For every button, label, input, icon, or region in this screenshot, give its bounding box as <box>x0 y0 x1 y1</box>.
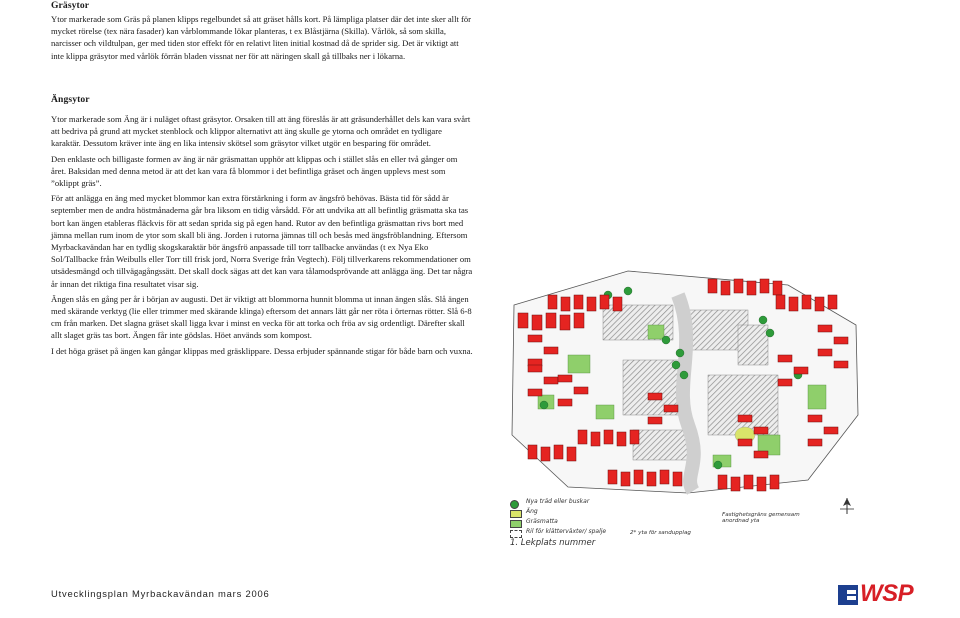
building <box>528 335 542 342</box>
building <box>778 355 792 362</box>
lawn-area <box>648 325 664 339</box>
building <box>778 379 792 386</box>
building <box>738 415 752 422</box>
tree <box>662 336 670 344</box>
building <box>808 415 822 422</box>
paragraph: Ängen slås en gång per år i början av augusti. Det är viktigt att blommorna hunnit blomma ut innan ängen slås. Slå ängen med skärande verktyg (lie eller trimmer med skärande klinga) eftersom det annars lätt går ner röta i örternas rötter. Slå 6-8 cm från marken. Det slagna gräset skall ligga kvar i minst en vecka för att torka och fröa av sig ordentligt. Därefter skall allt slaget gräs tas bort. Ängen får inte gödslas. Höet används som kompost. <box>51 293 472 341</box>
building <box>528 365 542 372</box>
building <box>591 432 600 446</box>
tree <box>676 349 684 357</box>
note-sand-storage: 2* yta för sandupplag <box>630 530 691 536</box>
paragraph: Ytor markerade som Gräs på planen klipps regelbundet så att gräset hålls kort. På lämpliga platser där det inte sker allt för mycket rörelse (tex nära fasader) kan vårblommande lökar planteras, t ex Blåstjärna (Skilla). Vårlök, så som skilla, narcisser och vildtulpan, ger med tiden stor effekt för en relativt liten initial kostnad då de sprider sig. Det är viktigt att inte klippa gräsytor med vårlök förrän bladen vissnat ner för att näringen skall gå tillbaks ner i lökarna. <box>51 14 472 61</box>
north-arrow-icon <box>836 496 858 516</box>
building <box>648 417 662 424</box>
building <box>528 445 537 459</box>
building <box>789 297 798 311</box>
paved-area <box>708 375 778 435</box>
building <box>648 393 662 400</box>
building <box>554 445 563 459</box>
building <box>574 295 583 309</box>
trellis-swatch <box>510 530 522 538</box>
building <box>760 279 769 293</box>
building <box>567 447 576 461</box>
building <box>544 377 558 384</box>
building <box>558 399 572 406</box>
building <box>604 430 613 444</box>
building <box>834 337 848 344</box>
building <box>544 347 558 354</box>
building <box>587 297 596 311</box>
building <box>608 470 617 484</box>
building <box>574 387 588 394</box>
building <box>708 279 717 293</box>
building <box>532 315 542 330</box>
tree <box>759 316 767 324</box>
building <box>718 475 727 489</box>
building <box>828 295 837 309</box>
paragraph: Den enklaste och billigaste formen av äng är när gräsmattan upphör att klippas och i stället slås en eller två gånger om året. Baksidan med denna metod är att det kan vara få blommor i det befintliga gräset och ängen upplevs mest som ”oklippt gräs”. <box>51 153 458 189</box>
building <box>634 470 643 484</box>
building <box>824 427 838 434</box>
building <box>834 361 848 368</box>
building <box>738 439 752 446</box>
building <box>754 427 768 434</box>
building <box>818 349 832 356</box>
building <box>757 477 766 491</box>
wsp-logo-icon <box>838 585 858 605</box>
lawn-area <box>596 405 614 419</box>
tree <box>624 287 632 295</box>
building <box>721 281 730 295</box>
building <box>731 477 740 491</box>
building <box>578 430 587 444</box>
building <box>558 375 572 382</box>
building <box>815 297 824 311</box>
building <box>818 325 832 332</box>
paved-area <box>738 325 768 365</box>
lawn-swatch <box>510 520 522 528</box>
tree <box>672 361 680 369</box>
tree <box>680 371 688 379</box>
building <box>548 295 557 309</box>
building <box>802 295 811 309</box>
lawn-area <box>568 355 590 373</box>
building <box>794 367 808 374</box>
building <box>630 430 639 444</box>
building <box>613 297 622 311</box>
building <box>621 472 630 486</box>
building <box>664 405 678 412</box>
building <box>647 472 656 486</box>
wsp-logo <box>838 580 914 607</box>
building <box>600 295 609 309</box>
building <box>518 313 528 328</box>
map-legend: Nya träd eller buskar Äng Gräsmatta Ril för klätterväxter/ spalje 1. Lekplats nummer <box>510 498 607 548</box>
building <box>808 439 822 446</box>
note-property-boundary: Fastighetsgräns gemensam anordnad yta <box>722 512 800 524</box>
footer-title: Utvecklingsplan Myrbackavändan mars 2006 <box>51 588 270 599</box>
building <box>528 389 542 396</box>
tree <box>714 461 722 469</box>
section-grasytor <box>51 0 473 64</box>
section-heading: Ängsytor <box>51 94 90 105</box>
building <box>660 470 669 484</box>
paragraph: För att anlägga en äng med mycket blommor kan extra förstärkning i form av ängsfrö behövas. Bästa tid för sådd är september men de andra höstmånaderna går bra liksom en tidig vårsådd. För att undvika att all befintlig gräsmatta ska tas bort kan ängen etableras fläckvis för att sedan sprida sig på egen hand. Rutor av den befintliga gräsmattan rivs bort med jämna mellan rum inom de ytor som skall bli äng. Jorden i rutorna jämnas till och besås med ängsfröblandning. Eftersom Myrbackavändan har en tydlig skogskaraktär bör ängsfrö anpassade till torr tallbacke användas (t ex Nya Eko Sol/Tallbacke från Weibulls eller Torr till frisk jord, Norra Sverige från Vegtech). Följ tillverkarens rekommendationer om utsädesmängd och tillvägagångssätt. Det skall dock sägas att det kan vara tålamodsprövande att anlägga äng. Det tar några år innan det riktiga fina resultatet visar sig. <box>51 193 473 289</box>
building <box>734 279 743 293</box>
tree <box>766 329 774 337</box>
meadow-swatch <box>510 510 522 518</box>
paragraph: Ytor markerade som Äng är i nuläget oftast gräsytor. Orsaken till att äng föreslås är att gräsunderhållet dels kan vara svårt att bedriva på grund att mycket stenblock och klippor alternativt att äng skulle ge ytorna och området en tydligare karaktär. Dessutom kräver inte äng en lika intensiv skötsel som gräsytor vilket utgör en besparing för området. <box>51 114 471 149</box>
site-plan-drawing <box>508 265 864 497</box>
building <box>673 472 682 486</box>
building <box>747 281 756 295</box>
paragraph: I det höga gräset på ängen kan gångar klippas med gräsklippare. Dessa erbjuder spännande stigar för både barn och vuxna. <box>51 345 473 356</box>
building <box>617 432 626 446</box>
tree-icon <box>510 500 519 509</box>
section-heading: Gräsytor <box>51 0 90 11</box>
tree <box>540 401 548 409</box>
wsp-logo-text: WSP <box>860 580 914 607</box>
building <box>744 475 753 489</box>
lawn-area <box>808 385 826 409</box>
building <box>574 313 584 328</box>
building <box>754 451 768 458</box>
site-plan-map <box>508 265 864 497</box>
building <box>776 295 785 309</box>
building <box>546 313 556 328</box>
building <box>561 297 570 311</box>
building <box>560 315 570 330</box>
building <box>770 475 779 489</box>
building <box>541 447 550 461</box>
building <box>773 281 782 295</box>
section-angsytor <box>51 94 473 360</box>
